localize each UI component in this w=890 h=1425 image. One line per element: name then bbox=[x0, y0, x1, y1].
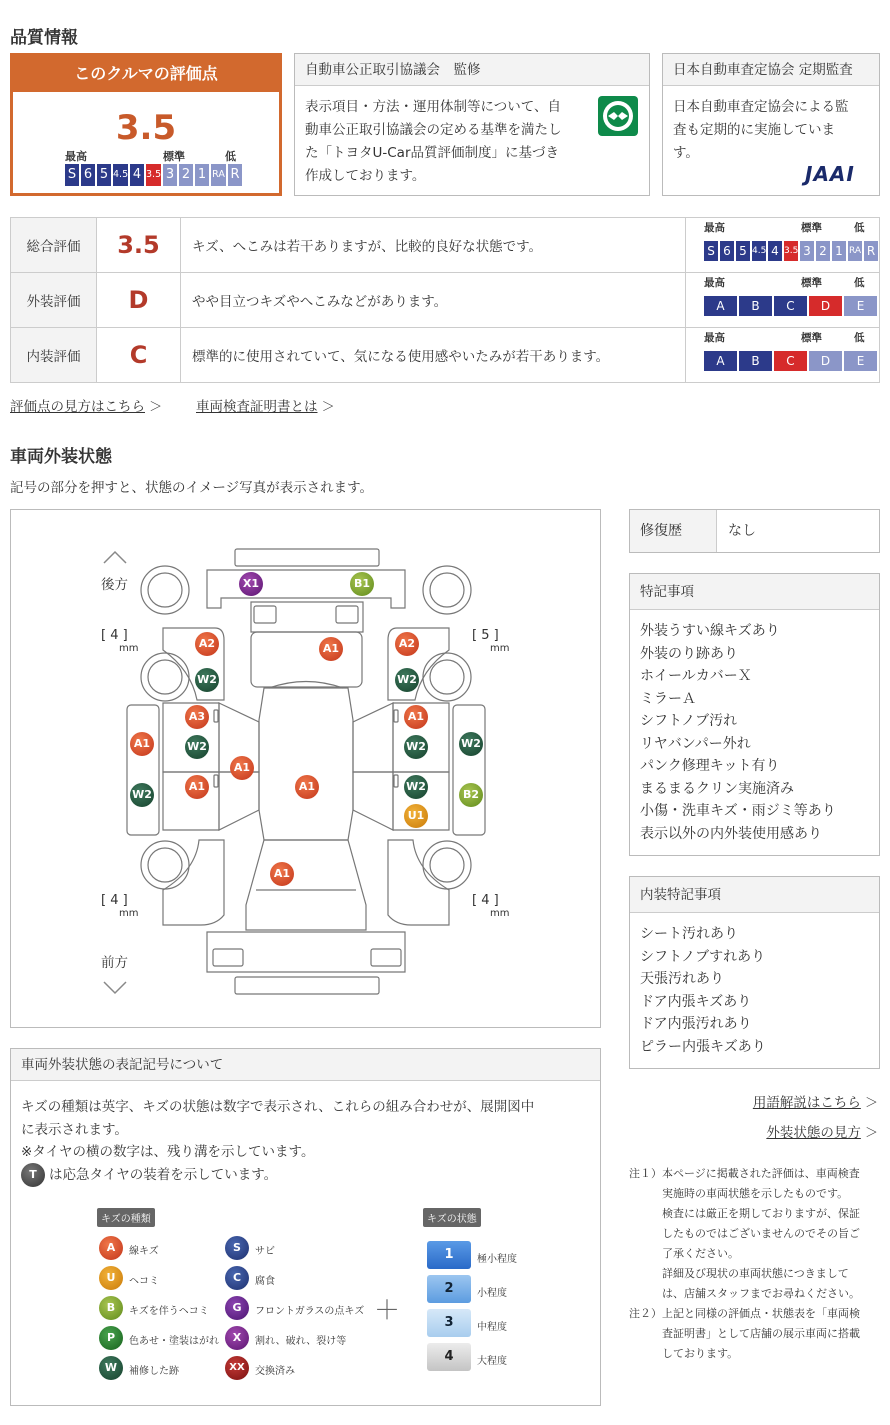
kind-symbol: P bbox=[99, 1326, 123, 1350]
rating-scale bbox=[694, 275, 866, 325]
scale-cell: S bbox=[65, 164, 79, 186]
damage-mark[interactable]: B1 bbox=[350, 572, 374, 596]
scale-high-label: 最高 bbox=[704, 332, 725, 344]
notes bbox=[629, 1164, 880, 1364]
special-header: 特記事項 bbox=[630, 574, 879, 610]
damage-mark[interactable]: A1 bbox=[270, 862, 294, 886]
scale-low-label: 低 bbox=[854, 332, 865, 344]
rating-text: キズ、へこみは若干ありますが、比較的良好な状態です。 bbox=[181, 218, 686, 273]
jada-line: た「トヨタU-Car品質評価制度」に基づき bbox=[305, 145, 560, 161]
note-line: 詳細及び現状の車両状態につきまして bbox=[662, 1267, 849, 1280]
scale-cell: 2 bbox=[179, 164, 193, 186]
tire-rr-value: 5 bbox=[481, 628, 490, 643]
rating-row-exterior bbox=[11, 273, 880, 328]
rating-value: C bbox=[97, 328, 181, 383]
damage-mark[interactable]: W2 bbox=[185, 735, 209, 759]
score-box bbox=[10, 53, 282, 196]
scale-cell: 4 bbox=[130, 164, 144, 186]
legend-text bbox=[21, 1096, 534, 1186]
howto-link[interactable]: 評価点の見方はこちら bbox=[10, 399, 145, 415]
list-item: 表示以外の内外装使用感あり bbox=[640, 825, 822, 842]
scale-standard-label: 標準 bbox=[801, 277, 822, 289]
kind-symbol: G bbox=[225, 1296, 249, 1320]
list-item: 外装うすい線キズあり bbox=[640, 623, 780, 639]
kinds-label: キズの種類 bbox=[97, 1208, 155, 1227]
damage-mark[interactable]: A1 bbox=[295, 775, 319, 799]
kind-text: ヘコミ bbox=[129, 1276, 159, 1287]
jada-line: 動車公正取引協議会の定める基準を満たし bbox=[305, 122, 562, 138]
howto-link-wrap[interactable] bbox=[10, 395, 162, 415]
scale-cell: E bbox=[844, 296, 877, 316]
scale-cell: B bbox=[739, 351, 772, 371]
scale-cell: 3.5 bbox=[784, 241, 798, 261]
jaai-line: す。 bbox=[673, 145, 699, 161]
jaai-line: 査も定期的に実施していま bbox=[673, 122, 835, 138]
scale-cell: S bbox=[704, 241, 718, 261]
scale-cell: RA bbox=[211, 164, 226, 186]
rear-label: 後方 bbox=[101, 577, 128, 593]
list-item: ドア内張キズあり bbox=[640, 993, 752, 1010]
rating-label: 外装評価 bbox=[11, 273, 97, 328]
level-text: 大程度 bbox=[477, 1356, 507, 1367]
level-badge: 3 bbox=[427, 1309, 471, 1337]
note-line: 注１）本ページに掲載された評価は、車両検査 bbox=[629, 1167, 860, 1180]
note-line: 注２）上記と同様の評価点・状態表を「車両検 bbox=[629, 1307, 860, 1320]
tire-rr: [ 5 ] bbox=[472, 628, 499, 643]
tire-rl-value: 4 bbox=[110, 628, 119, 643]
jaai-text bbox=[673, 96, 849, 165]
list-item: まるまるクリン実施済み bbox=[640, 780, 794, 797]
damage-mark[interactable]: A1 bbox=[185, 775, 209, 799]
scale-cell: 6 bbox=[720, 241, 734, 261]
scale-cell: C bbox=[774, 296, 807, 316]
rating-scale bbox=[694, 330, 866, 380]
scale-low-label: 低 bbox=[854, 277, 865, 289]
rating-label: 内装評価 bbox=[11, 328, 97, 383]
damage-mark[interactable]: W2 bbox=[195, 668, 219, 692]
tire-note-text: は応急タイヤの装着を示しています。 bbox=[49, 1166, 278, 1183]
scale-bars bbox=[704, 296, 877, 316]
scale-cell: C bbox=[774, 351, 807, 371]
scale-low-label: 低 bbox=[225, 150, 236, 163]
level-label: キズの状態 bbox=[423, 1208, 481, 1227]
scale-cell: B bbox=[739, 296, 772, 316]
rating-value: 3.5 bbox=[97, 218, 181, 273]
scale-low-label: 低 bbox=[854, 222, 865, 234]
scale-cell: 2 bbox=[816, 241, 830, 261]
tire-fr-unit: mm bbox=[490, 908, 510, 919]
kind-symbol: X bbox=[225, 1326, 249, 1350]
exterior-title: 車両外装状態 bbox=[10, 447, 112, 467]
list-item: ドア内張汚れあり bbox=[640, 1016, 752, 1032]
tire-fl-value: 4 bbox=[110, 893, 119, 908]
jada-logo-icon bbox=[598, 96, 638, 136]
level-text: 極小程度 bbox=[477, 1254, 517, 1265]
list-item: ピラー内張キズあり bbox=[640, 1038, 766, 1055]
rating-text: やや目立つキズやへこみなどがあります。 bbox=[181, 273, 686, 328]
jada-box bbox=[294, 53, 650, 196]
special-list bbox=[630, 610, 879, 845]
scale-standard-label: 標準 bbox=[801, 222, 822, 234]
list-item: リヤバンパー外れ bbox=[640, 735, 751, 752]
jada-header: 自動車公正取引協議会 監修 bbox=[295, 54, 649, 86]
scale-high-label: 最高 bbox=[65, 150, 87, 163]
scale-bars bbox=[704, 351, 877, 371]
repair-history bbox=[629, 509, 880, 553]
legend-box bbox=[10, 1048, 601, 1406]
scale-cell: RA bbox=[848, 241, 862, 261]
list-item: 小傷・洗車キズ・雨ジミ等あり bbox=[640, 803, 836, 819]
rating-row-overall bbox=[11, 218, 880, 273]
kind-symbol: XX bbox=[225, 1356, 249, 1380]
tire-rl: [ 4 ] bbox=[101, 628, 128, 643]
score-value: 3.5 bbox=[115, 108, 177, 148]
damage-mark[interactable]: X1 bbox=[239, 572, 263, 596]
terms-link[interactable]: 用語解説はこちら bbox=[752, 1095, 861, 1111]
list-item: 外装のり跡あり bbox=[640, 645, 738, 662]
scale-cell: D bbox=[809, 296, 842, 316]
scale-cell: R bbox=[864, 241, 878, 261]
rating-scale-cell bbox=[686, 218, 880, 273]
jaai-box bbox=[662, 53, 880, 196]
kind-symbol: S bbox=[225, 1236, 249, 1260]
score-box-title: このクルマの評価点 bbox=[13, 56, 279, 92]
list-item: シフトノブ汚れ bbox=[640, 713, 738, 729]
kind-text: サビ bbox=[255, 1246, 275, 1257]
kind-text: 線キズ bbox=[129, 1246, 159, 1257]
scale-high-label: 最高 bbox=[704, 277, 725, 289]
list-item: シート汚れあり bbox=[640, 926, 738, 942]
scale-cell: 6 bbox=[81, 164, 95, 186]
scale-cell: 4.5 bbox=[752, 241, 766, 261]
kind-symbol: W bbox=[99, 1356, 123, 1380]
rating-value: D bbox=[97, 273, 181, 328]
kind-text: 色あせ・塗装はがれ bbox=[129, 1336, 219, 1347]
legend-line: に表示されます。 bbox=[21, 1121, 128, 1138]
damage-mark[interactable]: B2 bbox=[459, 783, 483, 807]
list-item: ミラーＡ bbox=[640, 690, 696, 707]
damage-mark[interactable]: W2 bbox=[395, 668, 419, 692]
damage-mark[interactable]: A1 bbox=[319, 637, 343, 661]
repair-label: 修復歴 bbox=[630, 510, 717, 552]
jada-text bbox=[305, 96, 562, 188]
legend-line: キズの種類は英字、キズの状態は数字で表示され、これらの組み合わせが、展開図中 bbox=[21, 1099, 535, 1115]
kind-text: 腐食 bbox=[255, 1276, 275, 1287]
rating-label: 総合評価 bbox=[11, 218, 97, 273]
scale-cell: A bbox=[704, 296, 737, 316]
chevron-right-icon: ＞ bbox=[864, 1126, 878, 1141]
list-item: 天張汚れあり bbox=[640, 971, 724, 987]
list-item: ホイールカバーＸ bbox=[640, 668, 752, 684]
jaai-line: 日本自動車査定協会による監 bbox=[673, 99, 849, 115]
repair-value: なし bbox=[728, 523, 756, 539]
kind-symbol: A bbox=[99, 1236, 123, 1260]
scale-cell: R bbox=[228, 164, 242, 186]
rating-scale-cell bbox=[686, 328, 880, 383]
quality-title: 品質情報 bbox=[10, 28, 78, 48]
level-badge: 1 bbox=[427, 1241, 471, 1269]
damage-mark[interactable]: W2 bbox=[459, 732, 483, 756]
level-text: 小程度 bbox=[477, 1288, 507, 1299]
scale-high-label: 最高 bbox=[704, 222, 725, 234]
rating-scale bbox=[694, 220, 876, 270]
scale-cell: 4 bbox=[768, 241, 782, 261]
scale-standard-label: 標準 bbox=[801, 332, 822, 344]
jada-line: 作成しております。 bbox=[305, 168, 426, 184]
scale-standard-label: 標準 bbox=[163, 150, 185, 163]
kind-text: キズを伴うヘコミ bbox=[129, 1306, 209, 1317]
jaai-logo: JAAI bbox=[805, 162, 855, 186]
damage-mark[interactable]: A1 bbox=[230, 756, 254, 780]
damage-mark[interactable]: A3 bbox=[185, 705, 209, 729]
note-line: 査証明書」として店舗の展示車両に搭載 bbox=[662, 1327, 860, 1340]
note-line: 了承ください。 bbox=[662, 1247, 739, 1260]
score-scale bbox=[65, 164, 242, 186]
tire-fl: [ 4 ] bbox=[101, 893, 128, 908]
scale-cell: 1 bbox=[832, 241, 846, 261]
terms-link-wrap[interactable] bbox=[753, 1091, 878, 1111]
certificate-link-wrap[interactable] bbox=[196, 395, 335, 415]
tire-fr-value: 4 bbox=[481, 893, 490, 908]
scale-cell: 1 bbox=[195, 164, 209, 186]
kind-text: 割れ、破れ、裂け等 bbox=[255, 1336, 347, 1347]
damage-mark[interactable]: W2 bbox=[130, 783, 154, 807]
legend-line: ※タイヤの横の数字は、残り溝を示しています。 bbox=[21, 1144, 315, 1160]
tire-fl-unit: mm bbox=[119, 908, 139, 919]
note-line: 検査には厳正を期しておりますが、保証 bbox=[662, 1207, 860, 1220]
tire-note bbox=[21, 1164, 534, 1187]
spare-tire-icon: T bbox=[21, 1163, 45, 1187]
note-line: は、店舗スタッフまでお尋ねください。 bbox=[662, 1287, 860, 1300]
certificate-link[interactable]: 車両検査証明書とは bbox=[196, 399, 318, 415]
scale-cell: A bbox=[704, 351, 737, 371]
scale-cell: 5 bbox=[736, 241, 750, 261]
interior-list bbox=[630, 913, 879, 1058]
kind-symbol: B bbox=[99, 1296, 123, 1320]
level-badge: 4 bbox=[427, 1343, 471, 1371]
damage-mark[interactable]: W2 bbox=[404, 735, 428, 759]
interior-header: 内装特記事項 bbox=[630, 877, 879, 913]
damage-mark[interactable]: U1 bbox=[404, 804, 428, 828]
car-diagram bbox=[10, 509, 601, 1028]
special-notes bbox=[629, 573, 880, 856]
rating-scale-cell bbox=[686, 273, 880, 328]
ratings-table bbox=[10, 217, 880, 383]
tire-rr-unit: mm bbox=[490, 643, 510, 654]
damage-mark[interactable]: A2 bbox=[395, 632, 419, 656]
rating-row-interior bbox=[11, 328, 880, 383]
kind-symbol: C bbox=[225, 1266, 249, 1290]
level-badge: 2 bbox=[427, 1275, 471, 1303]
scale-cell: 3 bbox=[163, 164, 177, 186]
damage-mark[interactable]: A2 bbox=[195, 632, 219, 656]
scale-cell: 4.5 bbox=[113, 164, 128, 186]
plus-icon: ＋ bbox=[374, 1296, 401, 1326]
chevron-right-icon: ＞ bbox=[149, 400, 163, 415]
scale-bars bbox=[704, 241, 878, 261]
exterior-subtitle: 記号の部分を押すと、状態のイメージ写真が表示されます。 bbox=[10, 480, 374, 496]
kind-symbol: U bbox=[99, 1266, 123, 1290]
list-item: シフトノブすれあり bbox=[640, 948, 766, 965]
scale-cell: 3.5 bbox=[146, 164, 161, 186]
interior-notes bbox=[629, 876, 880, 1069]
exterior-howto-link[interactable]: 外装状態の見方 bbox=[766, 1125, 861, 1141]
damage-mark[interactable]: A1 bbox=[130, 732, 154, 756]
damage-mark[interactable]: W2 bbox=[404, 775, 428, 799]
scale-cell: 5 bbox=[97, 164, 111, 186]
note-line: 実施時の車両状態を示したものです。 bbox=[662, 1187, 849, 1200]
tire-rl-unit: mm bbox=[119, 643, 139, 654]
kind-text: フロントガラスの点キズ bbox=[255, 1306, 365, 1317]
list-item: パンク修理キット有り bbox=[640, 758, 780, 774]
kind-text: 交換済み bbox=[255, 1366, 295, 1377]
exterior-howto-link-wrap[interactable] bbox=[766, 1121, 878, 1141]
jada-line: 表示項目・方法・運用体制等について、自 bbox=[305, 99, 561, 115]
kind-text: 補修した跡 bbox=[129, 1366, 179, 1377]
tire-fr: [ 4 ] bbox=[472, 893, 499, 908]
note-line: しております。 bbox=[662, 1347, 739, 1360]
front-label: 前方 bbox=[101, 955, 128, 971]
level-text: 中程度 bbox=[477, 1322, 507, 1333]
legend-header: 車両外装状態の表記記号について bbox=[11, 1049, 600, 1081]
chevron-right-icon: ＞ bbox=[864, 1096, 878, 1111]
scale-cell: D bbox=[809, 351, 842, 371]
scale-cell: E bbox=[844, 351, 877, 371]
chevron-right-icon: ＞ bbox=[321, 400, 335, 415]
scale-cell: 3 bbox=[800, 241, 814, 261]
car-outline bbox=[11, 510, 600, 1027]
note-line: したものではございませんのでその旨ご bbox=[662, 1227, 860, 1240]
jaai-header: 日本自動車査定協会 定期監査 bbox=[663, 54, 879, 86]
damage-mark[interactable]: A1 bbox=[404, 705, 428, 729]
rating-text: 標準的に使用されていて、気になる使用感やいたみが若干あります。 bbox=[181, 328, 686, 383]
